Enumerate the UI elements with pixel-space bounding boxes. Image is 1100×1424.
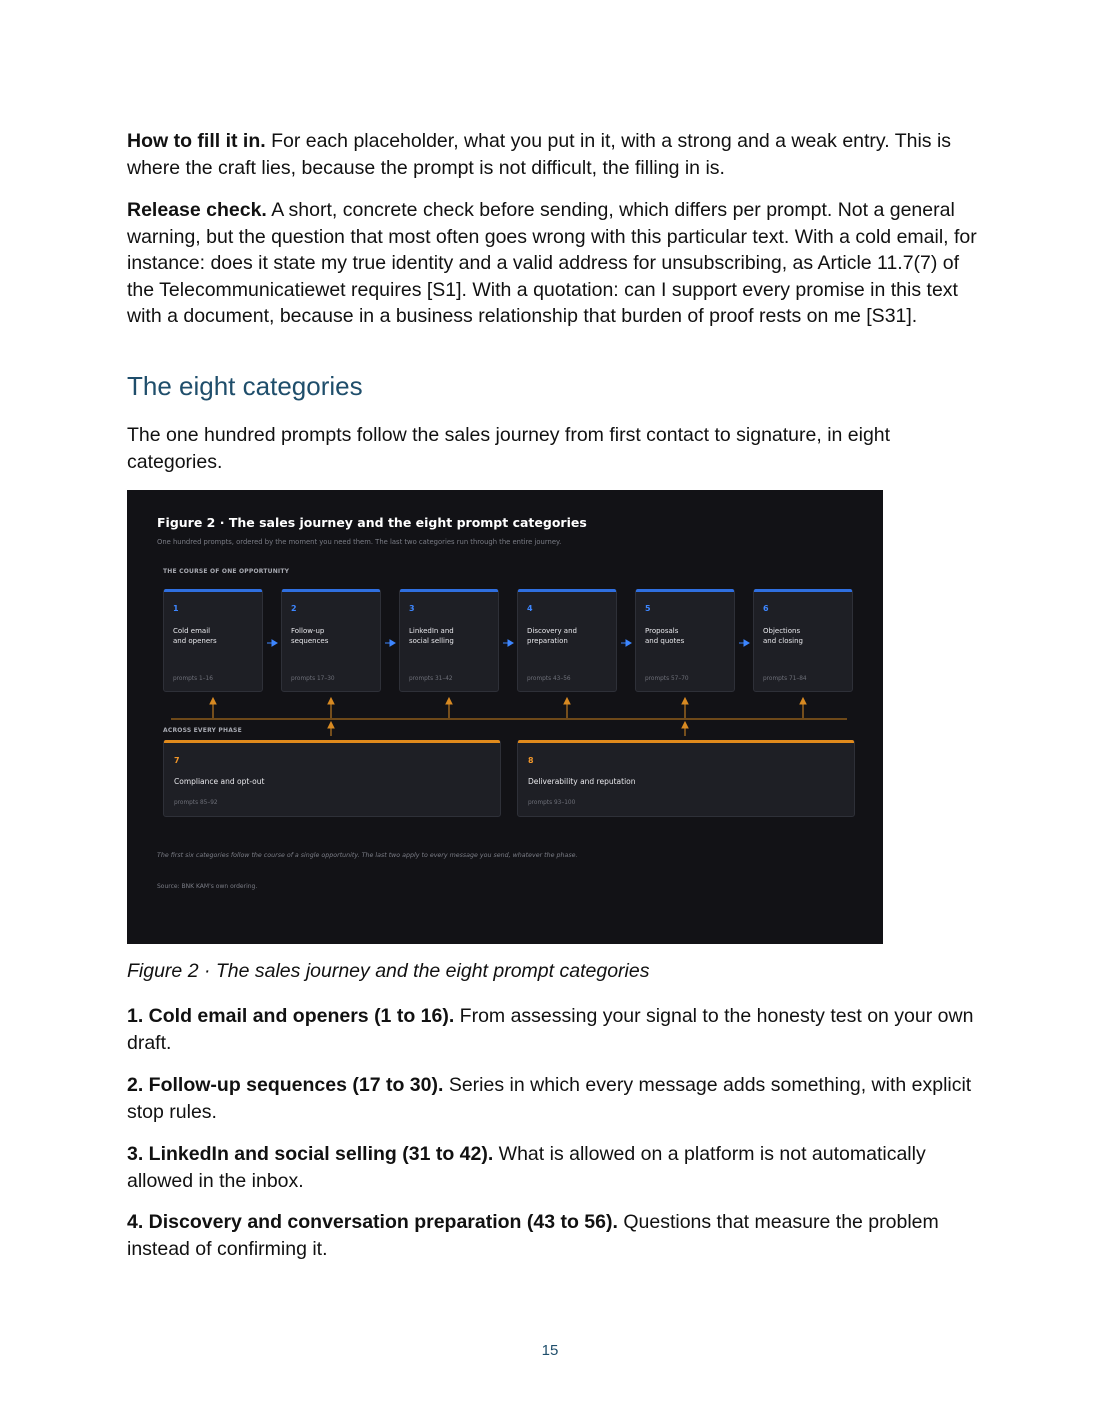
card-range: prompts 31–42 [409,676,453,682]
category-card-4 [517,589,617,692]
list-item-text: What is allowed on a platform is not automatically allowed in the inbox. [127,1143,926,1192]
paragraph-how-to-fill [127,128,977,181]
category-card-8 [517,740,855,817]
section-heading: The eight categories [127,371,363,401]
paragraph-lead: How to fill it in. [127,130,266,152]
paragraph-text: For each placeholder, what you put in it, with a strong and a weak entry. This is where the craft lies, because the prompt is not difficult, the filling in is. [127,130,952,179]
card-number: 8 [528,756,534,765]
figure-note: The first six categories follow the course of a single opportunity. The last two apply to every message you send, whatever the phase. [157,852,578,859]
connector-lines [127,490,883,944]
card-label: Follow-up sequences [291,627,329,645]
category-card-5 [635,589,735,692]
section-label-course: THE COURSE OF ONE OPPORTUNITY [163,568,290,575]
list-item-2 [127,1072,977,1125]
card-range: prompts 93–100 [528,800,576,806]
card-label: Proposals and quotes [645,627,685,645]
card-number: 3 [409,604,415,613]
card-accent-bar [636,589,734,592]
card-number: 5 [645,604,651,613]
card-range: prompts 85–92 [174,800,218,806]
card-label: Discovery and preparation [527,627,577,645]
page-number: 15 [541,1342,559,1359]
list-item-lead: 4. Discovery and conversation preparation (43 to 56). [127,1211,618,1233]
list-item-lead: 2. Follow-up sequences (17 to 30). [127,1074,444,1096]
list-item-text: From assessing your signal to the honesty test on your own draft. [127,1005,974,1054]
paragraph-lead: Release check. [127,199,267,221]
paragraph-intro: The one hundred prompts follow the sales journey from first contact to signature, in eight categories. [127,424,891,473]
paragraph-text: A short, concrete check before sending, which differs per prompt. Not a general warning, but the question that most often goes wrong with this particular text. With a cold email, for instance: does it state my true identity and a valid address for unsubscribing, as Article 11.7(7) of the Telecommunicatiewet requires [S1]. With a quotation: can I support every promise in this text with a document, because in a business relationship that burden of proof rests on me [S31]. [127,199,977,327]
list-item-4 [127,1209,977,1262]
card-label: LinkedIn and social selling [409,627,454,645]
figure-subtitle: One hundred prompts, ordered by the moment you need them. The last two categories run through the entire journey. [157,538,562,546]
category-card-7 [163,740,501,817]
card-accent-bar [518,589,616,592]
card-number: 4 [527,604,533,613]
list-item-lead: 1. Cold email and openers (1 to 16). [127,1005,455,1027]
card-label: Objections and closing [763,627,803,645]
up-arrows [210,698,806,736]
card-range: prompts 57–70 [645,676,689,682]
card-range: prompts 43–56 [527,676,571,682]
category-card-3 [399,589,499,692]
card-label: Cold email and openers [173,627,217,645]
card-accent-bar [754,589,852,592]
card-number: 7 [174,756,180,765]
section-label-across: ACROSS EVERY PHASE [163,727,242,734]
card-accent-bar [518,740,854,743]
card-range: prompts 17–30 [291,676,335,682]
card-number: 1 [173,604,179,613]
card-label: Compliance and opt-out [174,777,265,786]
card-range: prompts 1–16 [173,676,213,682]
card-number: 6 [763,604,769,613]
list-item-lead: 3. LinkedIn and social selling (31 to 42). [127,1143,494,1165]
list-item-text: Questions that measure the problem instead of confirming it. [127,1211,939,1260]
card-accent-bar [282,589,380,592]
card-label: Deliverability and reputation [528,777,636,786]
card-range: prompts 71–84 [763,676,807,682]
card-accent-bar [164,740,500,743]
figure-title: Figure 2 · The sales journey and the eight prompt categories [157,515,587,530]
list-item-3 [127,1141,977,1194]
figure-caption: Figure 2 · The sales journey and the eight prompt categories [127,960,650,982]
category-card-6 [753,589,853,692]
figure-source: Source: BNK KAM's own ordering. [157,883,258,890]
category-card-2 [281,589,381,692]
card-accent-bar [400,589,498,592]
card-accent-bar [164,589,262,592]
paragraph-release-check [127,197,977,330]
list-item-text: Series in which every message adds something, with explicit stop rules. [127,1074,972,1123]
list-item-1 [127,1003,977,1056]
category-card-1 [163,589,263,692]
card-number: 2 [291,604,297,613]
figure-sales-journey [127,490,883,944]
